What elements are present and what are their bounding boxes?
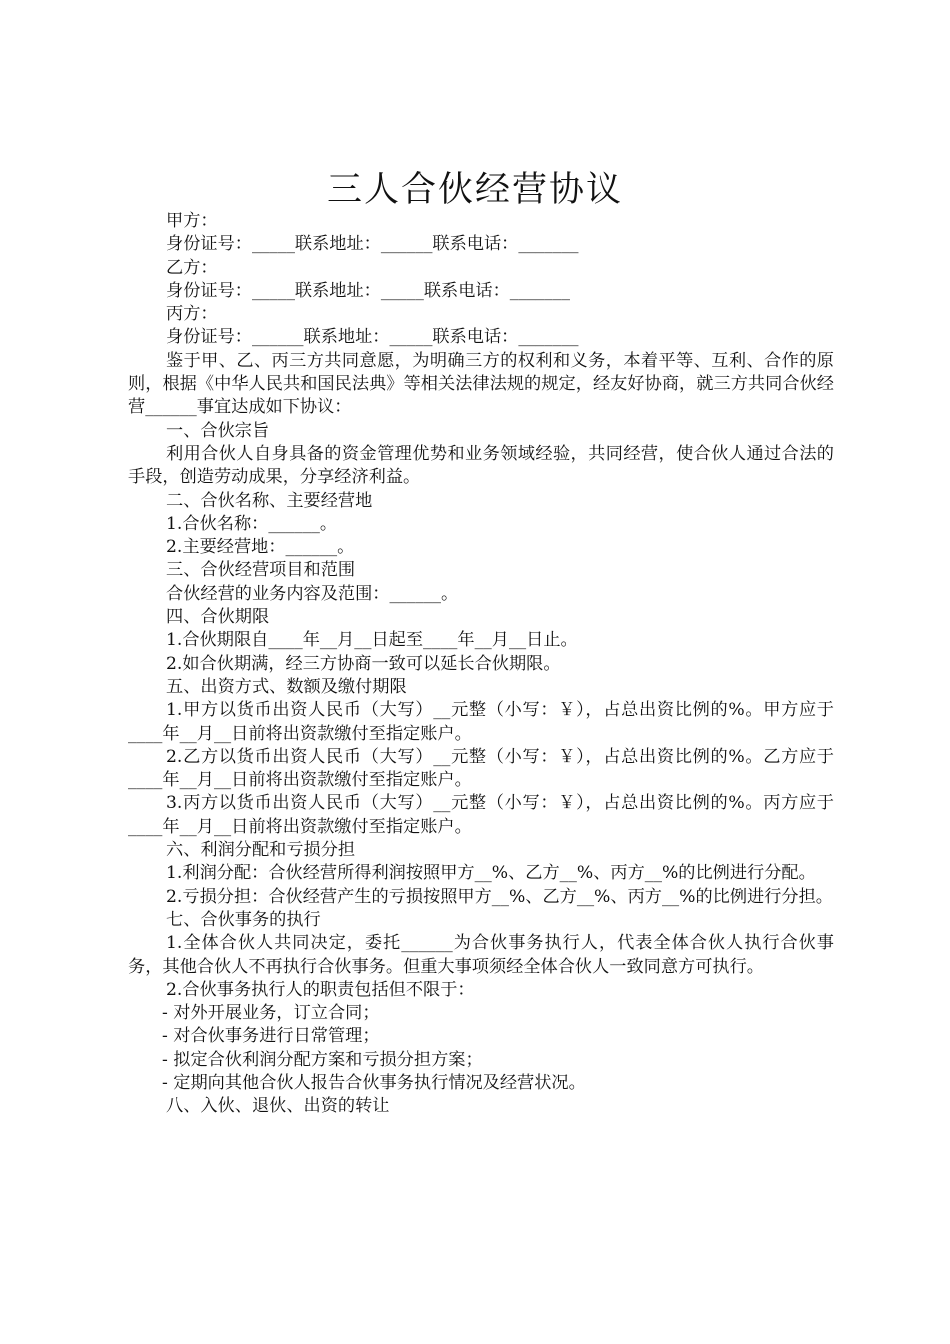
- preamble-paragraph: 鉴于甲、乙、丙三方共同意愿，为明确三方的权利和义务，本着平等、互利、合作的原则，根据《中华人民共和国民法典》等相关法律法规的规定，经友好协商，就三方共同合伙经营______事宜达成如下协议：: [128, 350, 834, 418]
- party-a-info: 身份证号：_____联系地址：______联系电话：_______: [166, 234, 579, 255]
- document-body: [128, 210, 834, 1119]
- clause-item: 1.全体合伙人共同决定，委托______为合伙事务执行人，代表全体合伙人执行合伙事务，其他合伙人不再执行合伙事务。但重大事项须经全体合伙人一致同意方可执行。: [128, 933, 834, 977]
- section-heading-1: 一、合伙宗旨: [166, 420, 270, 441]
- body-paragraph: 利用合伙人自身具备的资金管理优势和业务领域经验，共同经营，使合伙人通过合法的手段，创造劳动成果，分享经济利益。: [128, 443, 834, 488]
- section-heading-4: 四、合伙期限: [166, 607, 270, 628]
- party-b-info: 身份证号：_____联系地址：_____联系电话：_______: [166, 280, 570, 301]
- document-title: 三人合伙经营协议: [326, 170, 623, 210]
- body-paragraph: 合伙经营的业务内容及范围：______。: [166, 583, 459, 604]
- party-a-label: 甲方：: [166, 211, 218, 231]
- section-heading-2: 二、合伙名称、主要经营地: [166, 490, 373, 511]
- clause-item: 1.合伙期限自____年__月__日起至____年__月__日止。: [166, 630, 578, 651]
- clause-item: 2.合伙事务执行人的职责包括但不限于：: [166, 979, 475, 1000]
- bullet-item: - 定期向其他合伙人报告合伙事务执行情况及经营状况。: [162, 1072, 586, 1093]
- party-c-label: 丙方：: [166, 304, 218, 325]
- clause-item: 1.甲方以货币出资人民币（大写）__元整（小写：￥），占总出资比例的%。甲方应于____年__月__日前将出资款缴付至指定账户。: [128, 700, 834, 744]
- clause-item: 1.利润分配：合伙经营所得利润按照甲方__%、乙方__%、丙方__%的比例进行分配。: [166, 863, 816, 884]
- clause-item: 1.合伙名称：______。: [166, 513, 338, 534]
- section-heading-3: 三、合伙经营项目和范围: [166, 560, 356, 581]
- section-heading-7: 七、合伙事务的执行: [166, 909, 321, 930]
- bullet-item: - 对合伙事务进行日常管理；: [162, 1026, 380, 1047]
- bullet-item: - 对外开展业务，订立合同；: [162, 1003, 380, 1024]
- clause-item: 2.主要经营地：______。: [166, 537, 355, 558]
- clause-item: 2.如合伙期满，经三方协商一致可以延长合伙期限。: [166, 653, 561, 674]
- bullet-item: - 拟定合伙利润分配方案和亏损分担方案；: [162, 1049, 483, 1070]
- section-heading-8: 八、入伙、退伙、出资的转让: [166, 1096, 390, 1117]
- clause-item: 3.丙方以货币出资人民币（大写）__元整（小写：￥），占总出资比例的%。丙方应于____年__月__日前将出资款缴付至指定账户。: [128, 793, 834, 837]
- party-b-label: 乙方：: [166, 257, 218, 278]
- section-heading-5: 五、出资方式、数额及缴付期限: [166, 676, 407, 697]
- party-c-info: 身份证号：______联系地址：_____联系电话：_______: [166, 327, 579, 348]
- clause-item: 2.乙方以货币出资人民币（大写）__元整（小写：￥），占总出资比例的%。乙方应于____年__月__日前将出资款缴付至指定账户。: [128, 746, 834, 791]
- section-heading-6: 六、利润分配和亏损分担: [166, 840, 356, 861]
- clause-item: 2.亏损分担：合伙经营产生的亏损按照甲方__%、乙方__%、丙方__%的比例进行分担。: [166, 886, 833, 907]
